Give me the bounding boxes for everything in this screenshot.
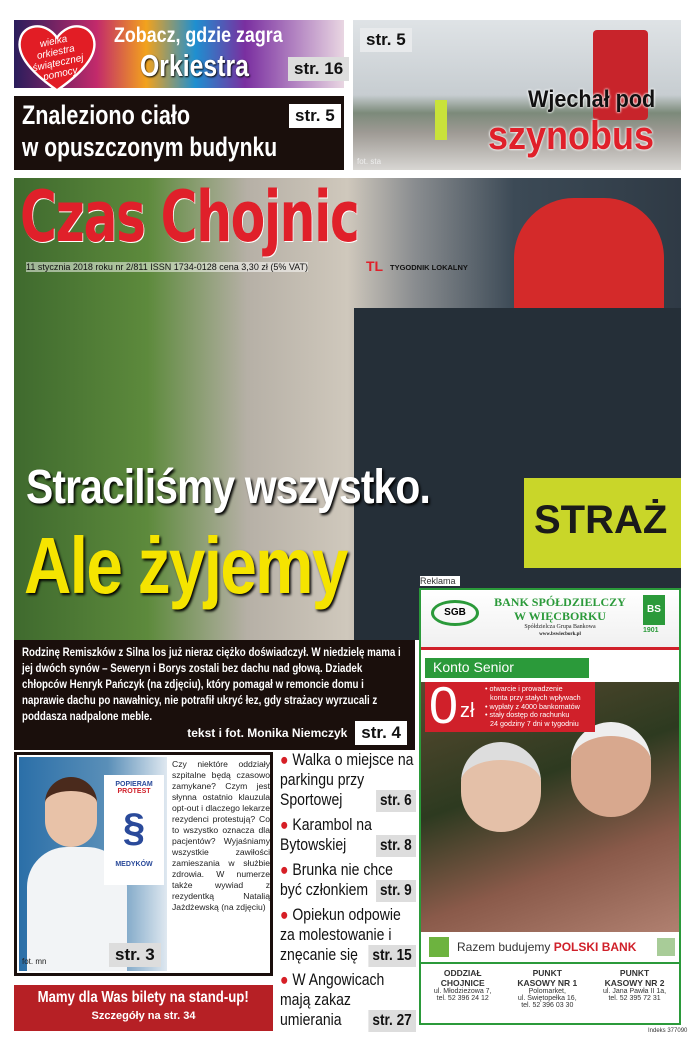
bank-ad[interactable] [419,588,681,1025]
man-face-shape [571,722,651,817]
price-unit: zł [460,700,475,722]
doctor-face-shape [45,777,97,847]
protest-poster [104,775,164,885]
teaser-item[interactable] [280,750,416,812]
branch: PUNKT KASOWY NR 2 ul. Jana Pawła II 1a, tel. 52 395 72 31 [603,968,667,1002]
bank-name1: BANK SPÓŁDZIELCZY [494,595,626,609]
doctor-photo [19,757,167,971]
doctor-page: str. 3 [109,943,161,967]
found-body-page: str. 5 [289,104,341,128]
teaser-page: str. 6 [376,790,416,812]
masthead-tagline: TYGODNIK LOKALNY [390,263,468,272]
teaser-text: Karambol na Bytowskiej [280,816,372,854]
poster-mid: PROTEST [117,788,151,795]
green-squares-icon [429,937,449,957]
branch: ODDZIAŁ CHOJNICE ul. Młodzieżowa 7, tel. 52 396 24 12 [433,968,492,1002]
slogan-bar [421,932,679,964]
officer-figure [435,100,447,140]
feature: • wypłaty z 4000 bankomatów [485,701,580,711]
masthead-title: Czas Chojnic [20,176,359,258]
price-box [425,677,595,735]
branch: PUNKT KASOWY NR 1 Polomarket, ul. Świętopełka 16, tel. 52 396 03 30 [517,968,578,1009]
teaser-page: str. 27 [368,1010,416,1032]
bank-name2: W WIĘCBORKU [514,609,606,623]
teaser-text: Brunka nie chce być członkiem [280,861,393,899]
teaser-item[interactable] [280,905,416,967]
teaser-page: str. 9 [376,880,416,902]
index-number: Indeks 377090 [648,1028,688,1034]
bullet-icon: ● [280,861,289,879]
bank-url: www.bswiecbork.pl [539,632,581,637]
teaser-item[interactable] [280,970,416,1032]
orchestra-line2: Orkiestra [140,48,249,83]
price-big: 0 [429,677,458,735]
slogan-b: POLSKI BANK [553,940,637,954]
tickets-title: Mamy dla Was bilety na stand-up! [37,989,250,1006]
bank-name [483,595,637,638]
bullet-icon: ● [280,751,289,769]
bullet-icon: ● [280,816,289,834]
teaser-item[interactable] [280,815,416,857]
train-line2: szynobus [488,114,655,158]
sgb-logo: SGB [431,600,479,626]
poster-top: POPIERAM [115,781,153,788]
tickets-sub: Szczegóły na str. 34 [91,1010,196,1022]
tl-logo-icon: TL [366,258,384,274]
doctor-story-text: Czy niektóre oddziały szpitalne będą czasowo zamykane? Czym jest słynna ostatnio klauzula opt-out i dlaczego lekarze rezydenci protestują? Co to wszystko oznacza dla pacjentów? Wyjaśniamy wszystkie zawiłości zamieszania w służbie zdrowia. W numerze także wywiad z rezydentką Natalią Jażdżewską (na zdjęciu) [172,759,270,912]
feature: konta przy stałych wpływach [490,692,581,702]
straz-patch: STRAŻ [524,478,681,568]
caduceus-icon: § [122,806,146,850]
bullet-icon: ● [280,971,289,989]
teaser-item[interactable] [280,860,416,902]
train-page: str. 5 [360,28,412,52]
tickets-banner[interactable] [14,985,273,1031]
doctor-credit: fot. mn [22,957,47,966]
feature: • otwarcie i prowadzenie [485,684,563,693]
main-lead-footer [187,721,407,745]
doctor-story-box[interactable] [14,752,273,976]
heart-logo-text: wielka orkiestra świątecznej pomocy [31,33,85,84]
main-headline1: Straciliśmy wszystko. [26,461,430,514]
found-body-line1: Znaleziono ciało [22,100,191,130]
masthead-issue-line: 11 stycznia 2018 roku nr 2/811 ISSN 1734-0128 cena 3,30 zł (5% VAT) [26,262,308,272]
bs-year: 1901 [643,627,659,634]
feature: 24 godziny 7 dni w tygodniu [490,719,579,729]
woman-face-shape [461,742,541,832]
product-label: Konto Senior [425,658,589,678]
teaser-page: str. 15 [368,945,416,967]
teaser-list [280,750,416,1032]
slogan-a: Razem budujemy [457,940,554,954]
branches [421,968,679,1009]
ad-label: Reklama [420,576,460,586]
orchestra-line1: Zobacz, gdzie zagra [114,24,283,47]
teaser-text: W Angowicach mają zakaz umierania [280,971,385,1029]
main-lead-text: Rodzinę Remiszków z Silna los już nieraz ciężko doświadczył. W niedzielę mama i jej dwóch synów – Seweryn i Borys zostali bez dachu nad głową. Dziadek chłopców Henryk Pańczyk (na zdjęciu), który pomagał w remoncie domu i naprawie dachu po nawałnicy, nie potrafił ukryć łez, gdy strażacy wyrzucali z poddasza nadpalone meble. [22,645,401,723]
main-headline2: Ale żyjemy [24,521,347,610]
teaser-page: str. 8 [376,835,416,857]
bullet-icon: ● [280,906,289,924]
main-lead-box[interactable] [14,640,415,750]
teaser-text: Opiekun odpowie za molestowanie i znęcanie się [280,906,401,964]
feature: • stały dostęp do rachunku [485,710,570,720]
bs-logo-icon: BS [643,595,665,625]
helmet-shape [514,198,664,318]
main-page: str. 4 [355,721,407,745]
orchestra-page: str. 16 [288,57,349,81]
main-credit: tekst i fot. Monika Niemczyk [187,726,348,740]
train-credit: fot. sta [357,157,382,166]
green-square-icon [657,938,675,956]
teaser-text: Walka o miejsce na parkingu przy Sportowej [280,751,414,809]
found-body-line2: w opuszczonym budynku [22,132,278,162]
train-line1: Wjechał pod [528,86,656,113]
bank-sub: Spółdzielcza Grupa Bankowa [524,624,596,630]
poster-bottom: MEDYKÓW [115,861,153,868]
